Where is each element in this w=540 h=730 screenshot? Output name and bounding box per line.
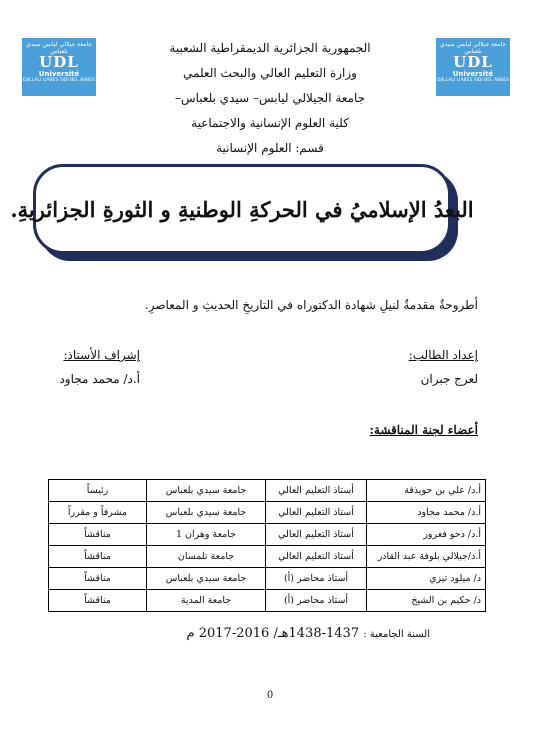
header-university: جامعة الجيلالي ليابس– سيدي بلعباس– — [174, 91, 366, 105]
member-name: أ.د/ دحو فغرور — [367, 524, 486, 546]
supervisor-label: إشراف الأستاذ: — [63, 348, 140, 362]
table-row — [49, 502, 486, 524]
member-institution: جامعة سيدي بلعباس — [147, 568, 266, 590]
table-row — [49, 568, 486, 590]
member-role: مناقشاً — [49, 524, 147, 546]
logo-mark: UDL — [39, 53, 79, 71]
committee-table — [48, 479, 486, 612]
member-institution: جامعة المدية — [147, 590, 266, 612]
member-role: مناقشاً — [49, 546, 147, 568]
thesis-title: البعدُ الإسلاميُ في الحركةِ الوطنيةِ و الثورةِ الجزائريةِ. — [10, 196, 474, 222]
table-row — [49, 480, 486, 502]
member-role: مناقشاً — [49, 590, 147, 612]
member-role: مناقشاً — [49, 568, 147, 590]
member-name: د/ ميلود تيزي — [367, 568, 486, 590]
member-name: أ.د/جيلالي بلوفة عبد القادر — [367, 546, 486, 568]
university-logo-left — [22, 38, 96, 96]
member-role: مشرفاً و مقرراً — [49, 502, 147, 524]
academic-year-label: السنة الجامعية : — [363, 629, 430, 640]
table-row — [49, 546, 486, 568]
header-ministry: وزارة التعليم العالي والبحث العلمي — [183, 66, 357, 80]
member-title: أستاذ التعليم العالي — [266, 546, 367, 568]
university-logo-right — [436, 38, 510, 96]
member-title: أستاذ التعليم العالي — [266, 502, 367, 524]
member-institution: جامعة وهران 1 — [147, 524, 266, 546]
logo-sub-text: DJILLALI LIABES SIDI BEL ABBES — [23, 78, 95, 83]
member-title: أستاذ محاضر (أ) — [266, 590, 367, 612]
member-role: رئيساً — [49, 480, 147, 502]
logo-university-text: Université — [452, 70, 494, 78]
member-title: أستاذ محاضر (أ) — [266, 568, 367, 590]
logo-mark: UDL — [453, 53, 493, 71]
logo-arabic-text: جامعة جيلالي ليابس سيدي بلعباس — [26, 41, 92, 55]
logo-sub-text: DJILLALI LIABES SIDI BEL ABBES — [437, 78, 509, 83]
member-institution: جامعة سيدي بلعباس — [147, 480, 266, 502]
academic-year-value: 1437-1438هـ/ 2016-2017 م — [186, 626, 360, 641]
member-name: د/ حكيم بن الشيخ — [367, 590, 486, 612]
member-title: أستاذ التعليم العالي — [266, 480, 367, 502]
table-row — [49, 524, 486, 546]
academic-year — [130, 626, 430, 641]
member-institution: جامعة سيدي بلعباس — [147, 502, 266, 524]
member-title: أستاذ التعليم العالي — [266, 524, 367, 546]
committee-label: أعضاء لجنة المناقشة: — [369, 423, 478, 437]
header-faculty: كلية العلوم الإنسانية والاجتماعية — [191, 116, 349, 130]
member-institution: جامعة تلمسان — [147, 546, 266, 568]
supervisor-name: أ.د/ محمد مجاود — [59, 372, 140, 386]
thesis-title-box — [10, 164, 474, 254]
institution-header — [110, 36, 430, 161]
member-name: أ.د/ علي بن حويذقة — [367, 480, 486, 502]
logo-arabic-text: جامعة جيلالي ليابس سيدي بلعباس — [440, 41, 506, 55]
member-name: أ.د/ محمد مجاود — [367, 502, 486, 524]
student-label: إعداد الطالب: — [408, 348, 478, 362]
logo-university-text: Université — [38, 70, 80, 78]
header-republic: الجمهورية الجزائرية الديمقراطية الشعبية — [169, 41, 371, 55]
student-name: لعرج جبران — [420, 372, 478, 386]
page-number: 0 — [266, 690, 274, 701]
table-row — [49, 590, 486, 612]
thesis-subtitle: أطروحةٌ مقدمةٌ لنيلِ شهادة الدكتوراه في التاريخِ الحديثِ و المعاصرِ. — [144, 298, 478, 312]
header-department: قسم: العلوم الإنسانية — [216, 141, 324, 155]
